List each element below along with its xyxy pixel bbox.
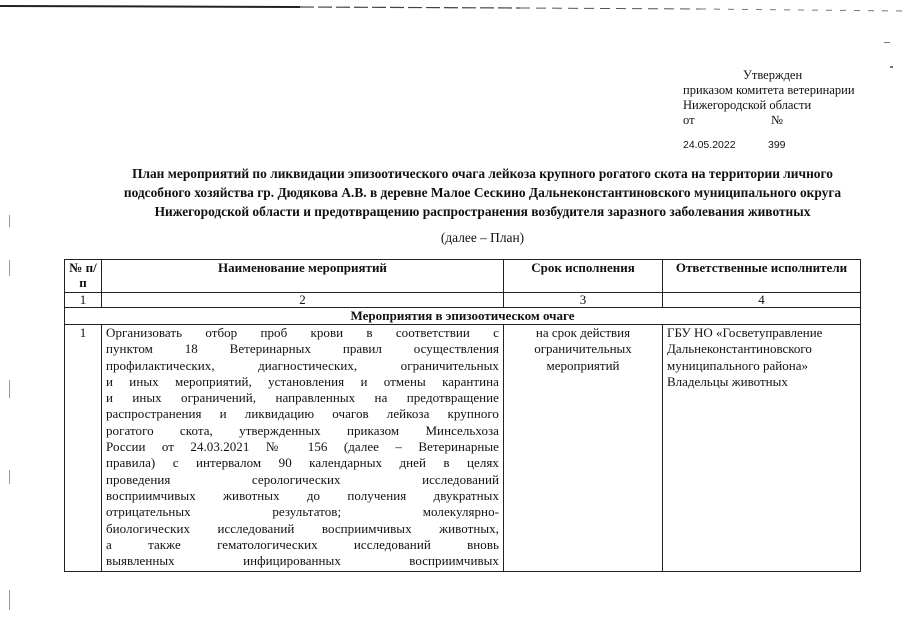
description-line: профилактических, диагностических, ограничительных — [106, 357, 499, 373]
scan-speck — [890, 66, 893, 68]
description-line: России от 24.03.2021 № 156 (далее – Ветеринарные — [106, 439, 499, 455]
document-title-line: План мероприятий по ликвидации эпизоотического очага лейкоза крупного рогатого скота на территории личного — [132, 166, 833, 181]
approval-date: 24.05.2022 — [683, 139, 736, 151]
executor-line: ГБУ НО «Госветуправление — [667, 325, 823, 340]
description-line: отрицательных результатов; молекулярно- — [106, 504, 499, 520]
executor-line: муниципального района» — [667, 357, 808, 373]
scan-edge-mark — [9, 260, 10, 276]
approval-number: 399 — [768, 139, 786, 151]
scan-edge-mark — [9, 590, 10, 610]
description-line: проведения серологических исследований — [106, 471, 499, 487]
approval-heading: Утвержден — [743, 68, 803, 82]
document-title-line: Нижегородской области и предотвращению распространения возбудителя заразного заболевания животных — [154, 204, 811, 219]
table-section-row — [65, 308, 861, 325]
description-line: восприимчивых животных до получения двукратных — [106, 487, 499, 503]
scan-edge-mark — [9, 380, 10, 398]
header-executors: Ответственные исполнители — [663, 260, 861, 293]
executor-line: Владельцы животных — [667, 373, 788, 389]
description-line: биологических исследований восприимчивых животных, — [106, 520, 499, 536]
column-index: 4 — [663, 293, 861, 308]
header-name: Наименование мероприятий — [102, 260, 504, 293]
term-line: на срок действия — [535, 325, 631, 340]
description-line: пунктом 18 Ветеринарных правил осуществления — [106, 341, 499, 357]
description-line: а также гематологических исследований вновь — [106, 536, 499, 552]
table-column-index-row — [65, 293, 861, 308]
approval-number-label: № — [771, 113, 783, 127]
header-term: Срок исполнения — [504, 260, 663, 293]
header-num: № п/п — [65, 260, 102, 293]
document-title — [70, 164, 895, 221]
scan-edge-mark — [9, 215, 10, 227]
executor-line: Дальнеконстантиновского — [667, 341, 812, 357]
description-line: распространения и ликвидацию очагов лейкоза крупного — [106, 406, 499, 422]
description-line: выявленных инфицированных восприимчивых — [106, 553, 499, 569]
description-line: рогатого скота, утвержденных приказом Минсельхоза — [106, 422, 499, 438]
scan-edge-mark — [9, 470, 10, 484]
description-line: и иных мероприятий, установления и отмены карантина — [106, 373, 499, 389]
row-description — [102, 325, 504, 572]
approval-line: приказом комитета ветеринарии — [683, 83, 855, 97]
description-line: правила) с интервалом 90 календарных дней в целях — [106, 455, 499, 471]
document-title-line: подсобного хозяйства гр. Дюдякова А.В. в деревне Малое Сескино Дальнеконстантиновского муниципального округа — [123, 185, 842, 200]
row-term — [504, 325, 663, 572]
approval-stamp-block — [683, 68, 883, 152]
column-index: 2 — [102, 293, 504, 308]
approval-line: Нижегородской области — [683, 98, 812, 112]
table-row — [65, 325, 861, 572]
approval-from-row — [683, 113, 883, 128]
approval-date-row — [683, 138, 883, 152]
approval-from-label: от — [683, 113, 695, 127]
description-line: и иных ограничений, направленных на предотвращение — [106, 390, 499, 406]
column-index: 1 — [65, 293, 102, 308]
section-title: Мероприятия в эпизоотическом очаге — [65, 308, 861, 325]
column-index: 3 — [504, 293, 663, 308]
plan-table — [64, 259, 861, 572]
scan-edge-line — [0, 3, 905, 13]
document-subtitle: (далее – План) — [440, 230, 525, 245]
term-line: ограничительных — [534, 341, 632, 357]
description-line: Организовать отбор проб крови в соответствии с — [106, 325, 499, 340]
term-line: мероприятий — [546, 357, 620, 373]
scan-speck — [884, 42, 890, 43]
table-header-row — [65, 260, 861, 293]
row-number: 1 — [65, 325, 102, 572]
row-executors — [663, 325, 861, 572]
